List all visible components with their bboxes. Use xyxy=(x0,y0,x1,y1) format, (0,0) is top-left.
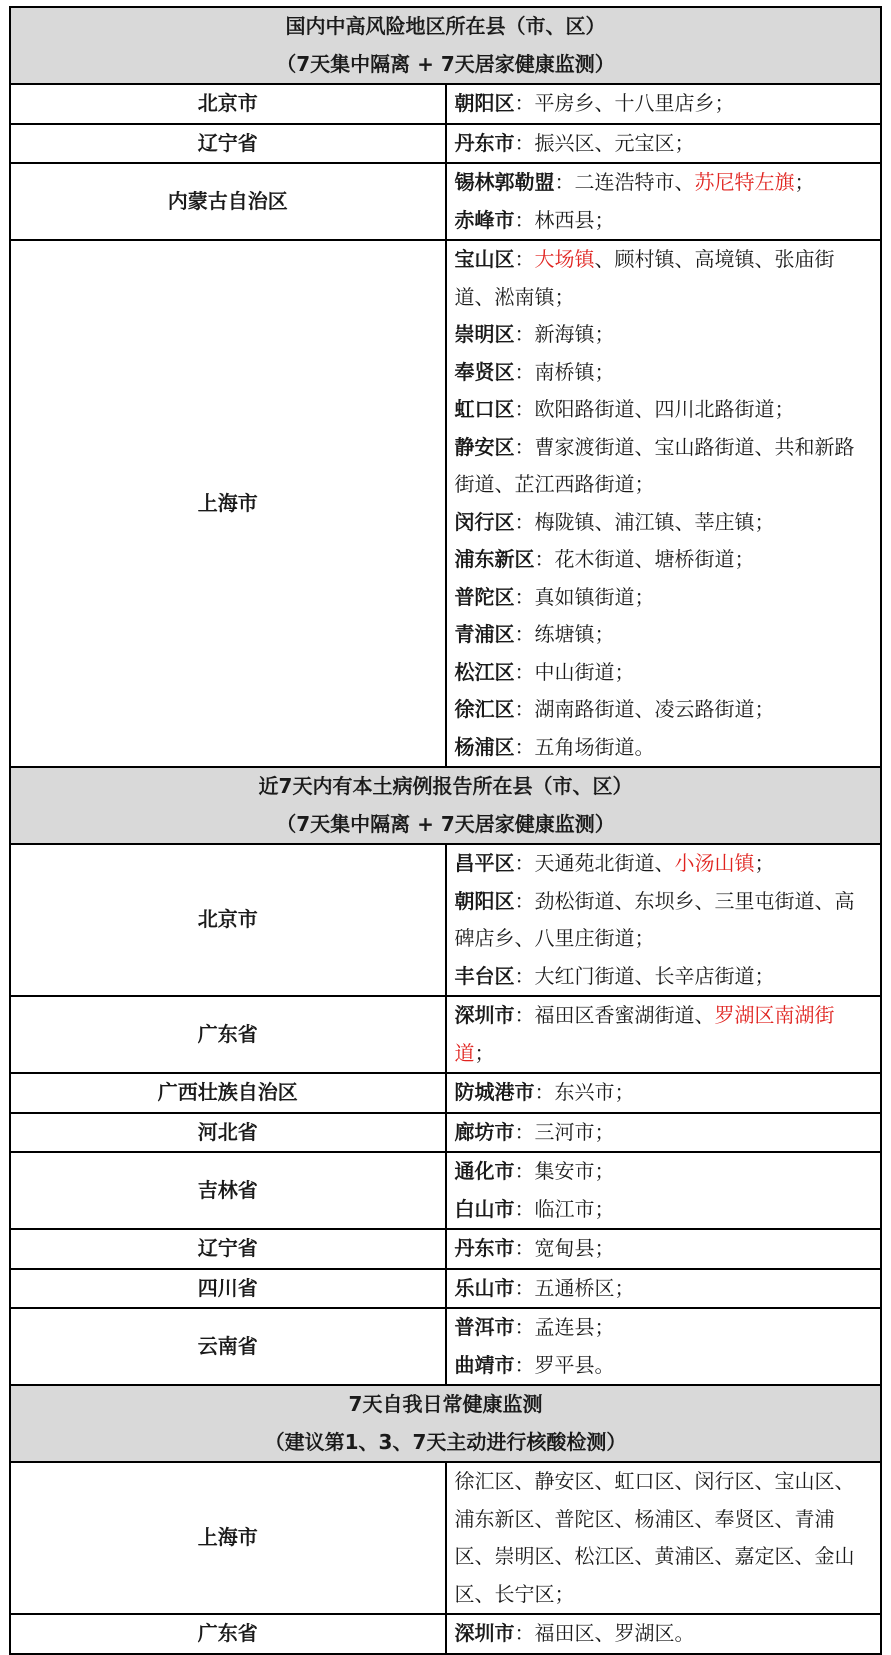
area-line xyxy=(455,1114,875,1152)
content-cell xyxy=(446,1614,882,1654)
separator: ： xyxy=(514,584,535,609)
separator: ： xyxy=(534,547,555,571)
table-row xyxy=(10,1152,881,1229)
city-name: 崇明区 xyxy=(454,322,515,346)
province-cell: 内蒙古自治区 xyxy=(10,163,446,240)
province-cell: 河北省 xyxy=(10,1113,446,1153)
separator: ： xyxy=(534,1080,555,1104)
province-cell: 北京市 xyxy=(10,844,446,996)
area-line xyxy=(455,729,875,767)
area-text: 练塘镇； xyxy=(534,622,615,646)
city-name: 昌平区 xyxy=(454,851,515,875)
province-cell: 辽宁省 xyxy=(10,124,446,164)
separator: ： xyxy=(514,851,535,875)
table-row xyxy=(10,1462,881,1614)
table-row xyxy=(10,1308,881,1385)
city-name: 乐山市 xyxy=(454,1275,515,1300)
area-line xyxy=(455,616,875,654)
highlighted-area: 罗湖区南湖街道 xyxy=(454,1003,835,1065)
content-cell xyxy=(446,1308,882,1385)
area-text: 花木街道、塘桥街道； xyxy=(554,547,755,571)
area-line xyxy=(455,1270,875,1308)
table-row xyxy=(10,844,881,996)
area-text: 五通桥区； xyxy=(534,1275,635,1300)
area-line xyxy=(455,1347,875,1385)
table-row xyxy=(10,163,881,240)
city-name: 普洱市 xyxy=(454,1315,515,1339)
area-line xyxy=(455,1074,875,1112)
section-header-cell xyxy=(10,1385,881,1462)
area-line xyxy=(455,164,875,202)
province-cell: 辽宁省 xyxy=(10,1229,446,1269)
section-header-cell xyxy=(10,7,881,84)
area-line xyxy=(455,958,875,996)
area-text: 罗平县。 xyxy=(534,1352,615,1377)
section-subtitle: （7天集中隔离 + 7天居家健康监测） xyxy=(276,811,615,836)
section-subtitle: （7天集中隔离 + 7天居家健康监测） xyxy=(276,51,615,76)
area-line xyxy=(455,429,875,504)
area-text: 南桥镇； xyxy=(534,359,615,384)
separator: ： xyxy=(554,170,575,194)
area-text: 大红门街道、长辛店街道； xyxy=(534,963,775,988)
area-line xyxy=(455,691,875,729)
area-text: ； xyxy=(474,1040,495,1065)
table-row xyxy=(10,124,881,164)
area-line xyxy=(455,1615,875,1653)
area-line xyxy=(455,654,875,692)
area-text: 真如镇街道； xyxy=(534,584,655,609)
province-cell: 广东省 xyxy=(10,996,446,1073)
area-text: 福田区、罗湖区。 xyxy=(534,1621,695,1645)
table-row xyxy=(10,240,881,767)
area-text: 劲松街道、东坝乡、三里屯街道、高碑店乡、八里庄街道； xyxy=(454,888,855,950)
separator: ： xyxy=(514,622,535,646)
separator: ： xyxy=(514,1352,535,1377)
area-text: 集安市； xyxy=(534,1159,615,1183)
province-cell: 吉林省 xyxy=(10,1152,446,1229)
area-text: 孟连县； xyxy=(534,1315,615,1339)
separator: ： xyxy=(514,247,535,271)
city-name: 锡林郭勒盟 xyxy=(454,170,555,194)
city-name: 深圳市 xyxy=(454,1003,515,1027)
content-cell xyxy=(446,996,882,1073)
city-name: 曲靖市 xyxy=(454,1352,515,1377)
separator: ： xyxy=(514,1236,535,1260)
separator: ： xyxy=(514,1315,535,1339)
risk-area-table xyxy=(9,6,882,1655)
city-name: 丰台区 xyxy=(454,963,515,988)
city-name: 朝阳区 xyxy=(454,888,515,913)
area-text: 曹家渡街道、宝山路街道、共和新路街道、芷江西路街道； xyxy=(454,434,855,496)
area-line xyxy=(455,579,875,617)
province-cell: 北京市 xyxy=(10,84,446,124)
city-name: 朝阳区 xyxy=(454,91,515,115)
area-text: 徐汇区、静安区、虹口区、闵行区、宝山区、浦东新区、普陀区、杨浦区、奉贤区、青浦区、崇明区、松江区、黄浦区、嘉定区、金山区、长宁区； xyxy=(454,1469,855,1606)
area-text: 平房乡、十八里店乡； xyxy=(534,91,735,115)
risk-area-table-wrapper xyxy=(9,6,882,1655)
content-cell xyxy=(446,1152,882,1229)
area-line xyxy=(455,125,875,163)
separator: ： xyxy=(514,434,535,459)
area-text: 梅陇镇、浦江镇、莘庄镇； xyxy=(534,509,775,534)
table-row xyxy=(10,996,881,1073)
area-line xyxy=(455,1153,875,1191)
city-name: 静安区 xyxy=(454,434,515,459)
separator: ： xyxy=(514,963,535,988)
table-row xyxy=(10,84,881,124)
area-text: 振兴区、元宝区； xyxy=(534,130,695,155)
city-name: 普陀区 xyxy=(454,584,515,609)
content-cell xyxy=(446,1269,882,1309)
area-text: 、顾村镇、高境镇、张庙街道、淞南镇； xyxy=(454,247,835,309)
area-line xyxy=(455,316,875,354)
province-cell: 云南省 xyxy=(10,1308,446,1385)
content-cell xyxy=(446,84,882,124)
city-name: 廊坊市 xyxy=(454,1119,515,1144)
separator: ： xyxy=(514,509,535,534)
area-line xyxy=(455,1191,875,1229)
area-text: 新海镇； xyxy=(534,322,615,346)
city-name: 奉贤区 xyxy=(454,359,515,384)
area-text: 东兴市； xyxy=(554,1080,635,1104)
city-name: 宝山区 xyxy=(454,247,515,271)
section-header-row xyxy=(10,767,881,844)
city-name: 松江区 xyxy=(454,659,515,684)
separator: ： xyxy=(514,1003,535,1027)
content-cell xyxy=(446,240,882,767)
area-text: 宽甸县； xyxy=(534,1236,615,1260)
city-name: 徐汇区 xyxy=(454,697,515,721)
city-name: 浦东新区 xyxy=(454,547,535,571)
separator: ： xyxy=(514,397,535,421)
section-header-row xyxy=(10,1385,881,1462)
area-text: 欧阳路街道、四川北路街道； xyxy=(534,397,795,421)
area-text: 临江市； xyxy=(534,1196,615,1221)
city-name: 通化市 xyxy=(454,1159,515,1183)
area-line xyxy=(455,883,875,958)
table-row xyxy=(10,1614,881,1654)
content-cell xyxy=(446,1073,882,1113)
city-name: 深圳市 xyxy=(454,1621,515,1645)
section-header-row xyxy=(10,7,881,84)
separator: ： xyxy=(514,1159,535,1183)
highlighted-area: 小汤山镇 xyxy=(674,851,755,875)
city-name: 赤峰市 xyxy=(454,207,515,232)
table-row xyxy=(10,1113,881,1153)
section-title: 7天自我日常健康监测 xyxy=(348,1392,543,1416)
province-cell: 上海市 xyxy=(10,240,446,767)
area-line xyxy=(455,504,875,542)
area-line xyxy=(455,241,875,316)
separator: ： xyxy=(514,322,535,346)
highlighted-area: 大场镇 xyxy=(534,247,595,271)
area-line xyxy=(455,1309,875,1347)
city-name: 杨浦区 xyxy=(454,734,515,759)
area-text: 天通苑北街道、 xyxy=(534,851,675,875)
city-name: 闵行区 xyxy=(454,509,515,534)
city-name: 青浦区 xyxy=(454,622,515,646)
area-line xyxy=(455,1463,875,1613)
area-text: 湖南路街道、凌云路街道； xyxy=(534,697,775,721)
area-text: 福田区香蜜湖街道、 xyxy=(534,1003,715,1027)
separator: ： xyxy=(514,734,535,759)
separator: ： xyxy=(514,91,535,115)
table-row xyxy=(10,1073,881,1113)
content-cell xyxy=(446,1113,882,1153)
city-name: 虹口区 xyxy=(454,397,515,421)
area-line xyxy=(455,997,875,1072)
section-subtitle: （建议第1、3、7天主动进行核酸检测） xyxy=(264,1429,627,1454)
area-line xyxy=(455,845,875,883)
area-line xyxy=(455,354,875,392)
separator: ： xyxy=(514,1275,535,1300)
separator: ： xyxy=(514,697,535,721)
separator: ： xyxy=(514,659,535,684)
area-line xyxy=(455,85,875,123)
province-cell: 上海市 xyxy=(10,1462,446,1614)
area-text: ； xyxy=(754,851,775,875)
area-text: 中山街道； xyxy=(534,659,635,684)
area-text: 二连浩特市、 xyxy=(574,170,695,194)
table-row xyxy=(10,1229,881,1269)
province-cell: 广西壮族自治区 xyxy=(10,1073,446,1113)
area-text: 三河市； xyxy=(534,1119,615,1144)
separator: ： xyxy=(514,207,535,232)
area-line xyxy=(455,391,875,429)
city-name: 白山市 xyxy=(454,1196,515,1221)
province-cell: 四川省 xyxy=(10,1269,446,1309)
area-line xyxy=(455,1230,875,1268)
province-cell: 广东省 xyxy=(10,1614,446,1654)
area-text: 五角场街道。 xyxy=(534,734,655,759)
city-name: 丹东市 xyxy=(454,130,515,155)
separator: ： xyxy=(514,1621,535,1645)
highlighted-area: 苏尼特左旗 xyxy=(694,170,795,194)
section-title: 近7天内有本土病例报告所在县（市、区） xyxy=(258,774,633,798)
separator: ： xyxy=(514,1196,535,1221)
separator: ： xyxy=(514,130,535,155)
separator: ： xyxy=(514,888,535,913)
content-cell xyxy=(446,163,882,240)
content-cell xyxy=(446,844,882,996)
separator: ： xyxy=(514,359,535,384)
content-cell xyxy=(446,124,882,164)
separator: ： xyxy=(514,1119,535,1144)
section-title: 国内中高风险地区所在县（市、区） xyxy=(285,14,606,38)
table-row xyxy=(10,1269,881,1309)
section-header-cell xyxy=(10,767,881,844)
area-text: 林西县； xyxy=(534,207,615,232)
city-name: 防城港市 xyxy=(454,1080,535,1104)
area-text: ； xyxy=(794,170,815,194)
content-cell xyxy=(446,1462,882,1614)
area-line xyxy=(455,541,875,579)
city-name: 丹东市 xyxy=(454,1236,515,1260)
area-line xyxy=(455,202,875,240)
content-cell xyxy=(446,1229,882,1269)
